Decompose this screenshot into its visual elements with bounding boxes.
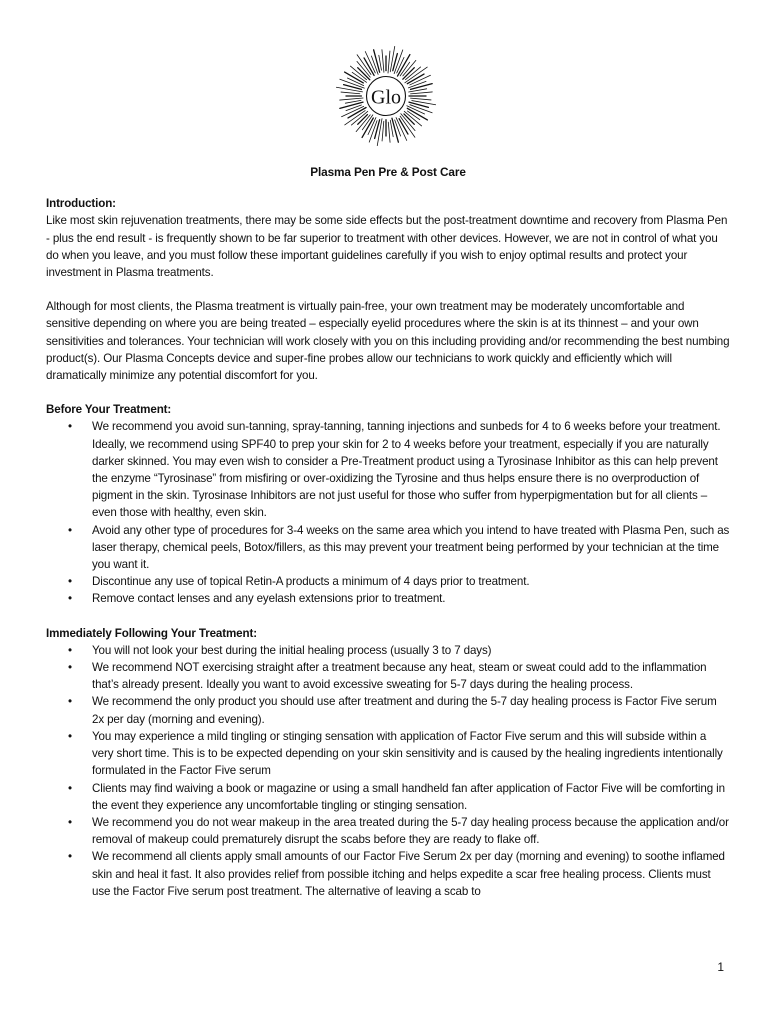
intro-paragraph: Although for most clients, the Plasma treatment is virtually pain-free, your own treatment may be moderately uncomfortable and sensitive depending on where you are being treated – especially eyelid procedures where the skin is at its thinnest – and your own sensitivities and tolerances. Your technician will work closely with you on this including providing and/or recommending the best numbing product(s). Our Plasma Concepts device and super-fine probes allow our technicians to work quickly and efficiently which will dramatically minimize any potential discomfort for you. [46,300,730,383]
page-number: 1 [717,960,724,974]
list-item: • You will not look your best during the initial healing process (usually 3 to 7 days) [46,642,730,659]
list-item: • Clients may find waiving a book or magazine or using a small handheld fan after application of Factor Five will be comforting in the event they experience any uncomfortable tingling or stinging sensation. [46,780,730,814]
page-title: Plasma Pen Pre & Post Care [310,165,466,179]
before-list [46,418,730,607]
before-heading: Before Your Treatment: [46,403,172,417]
list-item: • We recommend you avoid sun-tanning, spray-tanning, tanning injections and sunbeds for 4 to 6 weeks before your treatment. Ideally, we recommend using SPF40 to prep your skin for 2 to 4 weeks before your treatment, especially if you are naturally darker skinned. You may even wish to consider a Pre-Treatment product using a Tyrosinase Inhibitor as this can help prevent the enzyme “Tyrosinase” from misfiring or over-oxidizing the Tyrosine and thus helps ensure there is no overproduction of pigment in the skin. Tyrosinase Inhibitors are not just useful for those who suffer from hyperpigmentation but for all clients – even those with healthy, even skin. [46,418,730,521]
intro-heading: Introduction: [46,197,116,211]
list-item: • We recommend the only product you should use after treatment and during the 5-7 day healing process is Factor Five serum 2x per day (morning and evening). [46,693,730,727]
after-heading: Immediately Following Your Treatment: [46,626,257,640]
list-item: • Remove contact lenses and any eyelash extensions prior to treatment. [46,590,730,607]
intro-paragraph: Like most skin rejuvenation treatments, there may be some side effects but the post-treatment downtime and recovery from Plasma Pen - plus the end result - is frequently shown to be far superior to treatment with other devices. However, we are not in control of what you do when you leave, and you must follow these important guidelines carefully if you wish to enjoy optimal results and protect your investment in Plasma treatments. [46,214,728,280]
list-item: • Discontinue any use of topical Retin-A products a minimum of 4 days prior to treatment. [46,573,730,590]
sunburst-logo-icon [334,44,438,148]
after-list [46,642,730,900]
list-item: • Avoid any other type of procedures for 3-4 weeks on the same area which you intend to have treated with Plasma Pen, such as laser therapy, chemical peels, Botox/fillers, as this may prevent your treatment being performed by your technician at the time you want it. [46,522,730,574]
list-item: • We recommend NOT exercising straight after a treatment because any heat, steam or sweat could add to the inflammation that’s already present. Ideally you want to avoid excessive sweating for 5-7 days during the healing process. [46,659,730,693]
list-item: • You may experience a mild tingling or stinging sensation with application of Factor Five serum and this will subside within a very short time. This is to be expected depending on your skin sensitivity and is caused by the healing ingredients intentionally formulated in the Factor Five serum [46,728,730,780]
brand-logo [334,44,438,148]
document-body [46,164,730,917]
list-item: • We recommend you do not wear makeup in the area treated during the 5-7 day healing process because the application and/or removal of makeup could prematurely disrupt the scabs before they are ready to flake off. [46,814,730,848]
list-item: • We recommend all clients apply small amounts of our Factor Five Serum 2x per day (morning and evening) to soothe inflamed skin and heal it fast. It also provides relief from possible itching and helps expedite a scar free healing process. Clients must use the Factor Five serum post treatment. The alternative of leaving a scab to [46,848,730,900]
logo-wordmark: Glo [371,86,401,109]
